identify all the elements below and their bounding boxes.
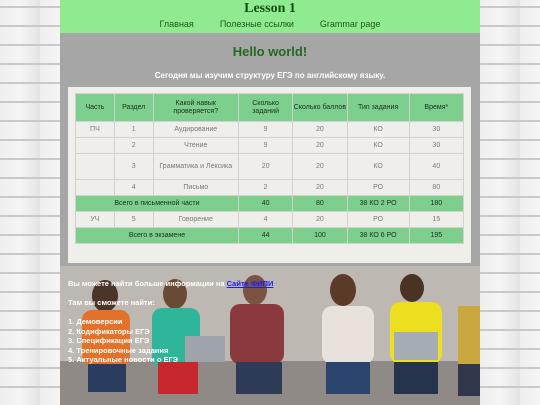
- written-total-row: [76, 196, 464, 212]
- table-cell: 38 КО 2 РО: [347, 196, 409, 212]
- table-cell: Говорение: [153, 212, 238, 228]
- table-cell: 38 КО 6 РО: [347, 228, 409, 244]
- table-cell: 195: [409, 228, 463, 244]
- exam-total-row: [76, 228, 464, 244]
- nav-bar: [60, 19, 480, 29]
- table-cell: 80: [409, 180, 463, 196]
- exam-structure-table-panel: [68, 87, 471, 263]
- list-item: 1. Демоверсии: [68, 317, 123, 326]
- info-section: [60, 266, 480, 405]
- table-cell: 20: [293, 154, 347, 180]
- table-cell: РО: [347, 212, 409, 228]
- col-header-points: Сколько баллов: [293, 94, 347, 122]
- info-prefix: Вы можете найти больше информации на: [68, 279, 225, 288]
- nav-link-home[interactable]: Главная: [159, 19, 194, 29]
- info-text: [68, 279, 273, 365]
- table-cell: 2: [238, 180, 292, 196]
- table-cell: 4: [114, 180, 153, 196]
- table-cell: [76, 154, 115, 180]
- table-cell: 2: [114, 138, 153, 154]
- table-cell: РО: [347, 180, 409, 196]
- table-cell: КО: [347, 122, 409, 138]
- find-label: Там вы сможете найти:: [68, 297, 155, 307]
- table-row: [76, 154, 464, 180]
- exam-structure-table: [75, 93, 464, 244]
- col-header-skill: Какой навык проверяется?: [153, 94, 238, 122]
- table-row: [76, 138, 464, 154]
- page-heading: Hello world!: [232, 44, 308, 59]
- table-cell: Чтение: [153, 138, 238, 154]
- table-cell: Всего в экзамене: [76, 228, 239, 244]
- table-cell: 40: [409, 154, 463, 180]
- fipi-link[interactable]: Сайте ФИПИ: [226, 279, 274, 288]
- table-cell: ПЧ: [76, 122, 115, 138]
- table-cell: 30: [409, 138, 463, 154]
- table-cell: Всего в письменной части: [76, 196, 239, 212]
- list-item: 3. Спецификации ЕГЭ: [68, 336, 150, 345]
- table-cell: 40: [238, 196, 292, 212]
- table-cell: 4: [238, 212, 292, 228]
- col-header-task-type: Тип задания: [347, 94, 409, 122]
- col-header-time: Время*: [409, 94, 463, 122]
- site-title: Lesson 1: [244, 1, 296, 16]
- table-cell: 20: [293, 180, 347, 196]
- table-cell: Аудирование: [153, 122, 238, 138]
- resources-list: [68, 317, 273, 365]
- page-container: [60, 0, 480, 405]
- col-header-part: Часть: [76, 94, 115, 122]
- table-cell: 80: [293, 196, 347, 212]
- table-cell: КО: [347, 154, 409, 180]
- table-cell: КО: [347, 138, 409, 154]
- nav-link-grammar[interactable]: Grammar page: [319, 19, 381, 29]
- table-row: [76, 122, 464, 138]
- table-cell: 20: [293, 212, 347, 228]
- table-header-row: [76, 94, 464, 122]
- table-cell: 20: [238, 154, 292, 180]
- table-cell: Грамматика и Лексика: [153, 154, 238, 180]
- table-cell: 44: [238, 228, 292, 244]
- col-header-section: Раздел: [114, 94, 153, 122]
- table-row: [76, 212, 464, 228]
- table-cell: 1: [114, 122, 153, 138]
- table-cell: 9: [238, 138, 292, 154]
- table-cell: [76, 138, 115, 154]
- table-cell: 100: [293, 228, 347, 244]
- table-cell: 5: [114, 212, 153, 228]
- table-cell: 20: [293, 138, 347, 154]
- site-header: [60, 0, 480, 33]
- table-cell: [76, 180, 115, 196]
- table-cell: 30: [409, 122, 463, 138]
- table-cell: УЧ: [76, 212, 115, 228]
- table-row: [76, 180, 464, 196]
- student-figure: [458, 306, 480, 396]
- table-cell: 9: [238, 122, 292, 138]
- list-item: 4. Тренировочные задания: [68, 345, 169, 355]
- table-cell: Письмо: [153, 180, 238, 196]
- intro-text: Сегодня мы изучим структуру ЕГЭ по английскому языку.: [154, 71, 386, 80]
- list-item: 5. Актуальные новости о ЕГЭ: [68, 355, 179, 364]
- table-cell: 3: [114, 154, 153, 180]
- list-item: 2. Кодификаторы ЕГЭ: [68, 326, 150, 336]
- table-cell: 20: [293, 122, 347, 138]
- table-cell: 180: [409, 196, 463, 212]
- table-cell: 15: [409, 212, 463, 228]
- col-header-tasks: Сколько заданий: [238, 94, 292, 122]
- info-line: [68, 279, 273, 289]
- nav-link-useful-links[interactable]: Полезные ссылки: [219, 19, 294, 29]
